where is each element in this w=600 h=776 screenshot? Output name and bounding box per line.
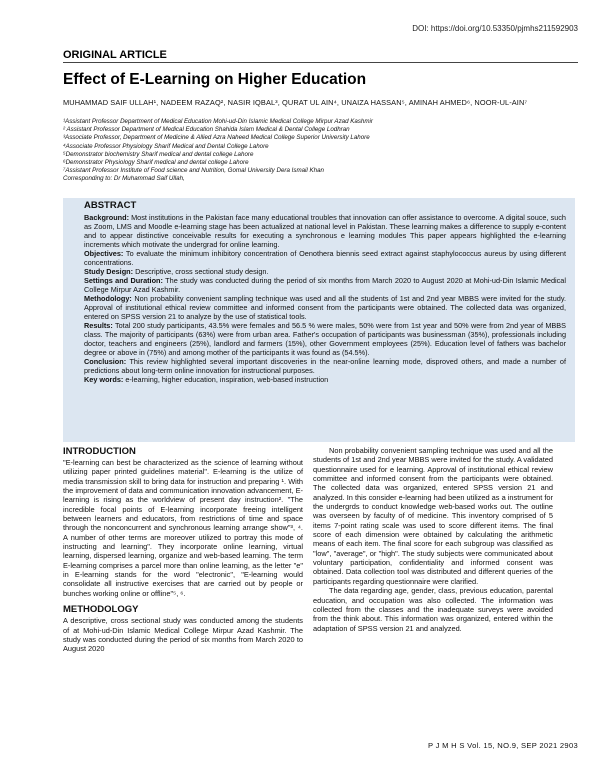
design-label: Study Design: (84, 267, 134, 276)
background-text: Most institutions in the Pakistan face many educational troubles that innovation can offer assistance to overcome. A digital souce, such as Zoom, LMS and Moodle e-learning stage has been actualized at national level in Pakistan. These learning makes a difference to supply e-content and to appear distinctive conceivable results for executing a synchronous e learning modules This paper appears highlighted the e-learning increments which motivate the undergrad for online learning. (84, 213, 566, 249)
header-divider (63, 62, 578, 63)
methodology-text: Non probability convenient sampling technique was used and all the students of 1st and 2nd year MBBS were invited for the study. Approval of institutional ethical review committee and informed consent from the participants were obtained. The collected data was organized, entered on SPSS version 21 to analyze by the use of statistical tools. (84, 294, 566, 321)
abstract-box (63, 198, 575, 442)
settings-text: The study was conducted during the period of six months from March 2020 to August 2020 at Mohi-ud-Din Islamic Medical College Mirpur Azad Kashmir. (84, 276, 566, 294)
settings-label: Settings and Duration: (84, 276, 163, 285)
objectives-label: Objectives: (84, 249, 124, 258)
abstract-background (84, 213, 566, 249)
background-label: Background: (84, 213, 129, 222)
affiliation-2: ² Assistant Professor Department of Medical Education Shahida Islam Medical & Dental College Lodhran (63, 126, 350, 134)
affiliations (63, 118, 583, 184)
affiliation-1: ¹Assistant Professor Department of Medical Education Mohi-ud-Din Islamic Medical College Mirpur Azad Kashmir (63, 118, 373, 125)
abstract-keywords (84, 375, 566, 384)
keywords-text: e-learning, higher education, inspiration, web-based instruction (123, 375, 329, 384)
doi-link[interactable]: DOI: https://doi.org/10.53350/pjmhs211592903 (412, 24, 578, 33)
corresponding-author: Corresponding to: Dr Muhammad Saif Ullah, (63, 175, 185, 183)
affiliation-3: ³Associate Professor, Department of Medicine & Allied Azra Naheed Medical College Superior University Lahore (63, 134, 370, 142)
conclusion-label: Conclusion: (84, 357, 127, 366)
introduction-heading: INTRODUCTION (63, 446, 136, 457)
results-label: Results: (84, 321, 113, 330)
abstract-settings (84, 276, 566, 294)
results-text: Total 200 study participants, 43.5% were females and 56.5 % were males, 50% were from 1st year and 50% were from 2nd year of MBBS class. The majority of participants (63%) were from urban area. Father's occupation of participants was businessman (35%), professionals including doctor, teachers and engineers (25%), landlord and farmers (15%), other Government employees (25%). Education level of fathers was bachelor degree or above in (75%) and among mother of the participants it was found as (54.5%). (84, 321, 566, 357)
methods-paragraph-2: The data regarding age, gender, class, previous education, parental education, and occupation was also collected. The information was collected from the classes and the inadequate surveys were avoided from the think about. This information was organized, entered within the adaptation of SPSS version 21 and analyzed. (313, 586, 553, 633)
affiliation-5: ⁵Demonstrator biochemistry Sharif medical and dental college Lahore (63, 150, 254, 158)
article-type-label: ORIGINAL ARTICLE (63, 49, 167, 61)
conclusion-text: This review highlighted several important discoveries in the near-online learning mode, disproved others, and made a number of predictions about long-term online innovation for instructional purposes. (84, 357, 566, 375)
abstract-objectives (84, 249, 566, 267)
left-column (63, 446, 303, 654)
affiliation-4: ⁴Associate Professor Physiology Sharif Medical and Dental College Lahore (63, 142, 269, 150)
abstract-conclusion (84, 357, 566, 375)
abstract-methodology (84, 294, 566, 321)
right-column (313, 446, 553, 633)
author-list: MUHAMMAD SAIF ULLAH¹, NADEEM RAZAQ², NASIR IQBAL³, QURAT UL AIN⁴, UNAIZA HASSAN⁵, AMINAH AHMED⁶, NOOR-UL-AIN⁷ (63, 98, 528, 107)
affiliation-6: ⁶Demonstrator Physiology Sharif medical and dental college Lahore (63, 159, 249, 167)
objectives-text: To evaluate the minimum inhibitory concentration of Oenothera biennis seed extract against staphylococcus aureus by using different concentrations. (84, 249, 566, 267)
methodology-text: A descriptive, cross sectional study was conducted among the students of at Mohi-ud-Din Islamic Medical College Mirpur Azad Kashmir. The study was conducted during the period of six months from March 2020 to August 2020 (63, 616, 303, 654)
design-text: Descriptive, cross sectional study design. (133, 267, 269, 276)
methods-paragraph-1: Non probability convenient sampling technique was used and all the students of 1st and 2nd year MBBS were invited for the study. A validated questionnaire used for e learning. Approval of institutional ethical review committee and informed consent from the participants were obtained. The collected data was organized, entered SPSS version 21 and analyzed. In this consider e-learning had been utilized as a instrument for the undergrds to conduct knowledge web-based works out. The outline was overseen by faculty of of medicine. This inventory comprised of 5 items 7-point rating scale was used to score different items. The final score of each dimension were obtained by calculating the arithmetic means of each item. The final score for each subgroup was classified as "low", "average", or "high". The study subjects were communicated about voluntary participation, confidentiality and informed consent was obtained. Data collection tool was distributed and different queries of the participants regarding questionnaire were clarified. (313, 446, 553, 586)
abstract-design (84, 267, 566, 276)
page-footer: P J M H S Vol. 15, NO.9, SEP 2021 2903 (428, 741, 578, 750)
methodology-heading: METHODOLOGY (63, 604, 139, 616)
paper-title: Effect of E-Learning on Higher Education (63, 71, 367, 88)
introduction-text: "E-learning can best be characterized as the science of learning without utilizing paper printed guidelines material". E-learning is the utilize of media transmission skill to bring data for instruction and preparing ¹. With the improvement of data and communication innovation advancement, E-learning is rising as the worldview of present day instruction². "The incredible focal points of E-learning incorporate freeing intelligent between learners and educators, from restrictions of time and space through the nonconcurrent and synchronous learning arrange show"³, ⁴. A number of other terms are moreover utilized to portray this mode of instructing and learning". They incorporate online learning, virtual learning, dispersed learning, organize and web-based learning. The term E-learning comprises a parcel more than online learning, as the letter "e" in E-learning stands for the word "electronic", "E-learning would consolidate all instructive exercises that are carried out by people or bunches working online or offline"⁵, ⁶. (63, 458, 303, 598)
keywords-label: Key words: (84, 375, 124, 384)
abstract-results (84, 321, 566, 357)
abstract-heading: ABSTRACT (84, 200, 137, 211)
methodology-label: Methodology: (84, 294, 132, 303)
affiliation-7: ⁷Assistant Professor Institute of Food science and Nutrition, Gomal University Dera Ismail Khan (63, 167, 324, 175)
